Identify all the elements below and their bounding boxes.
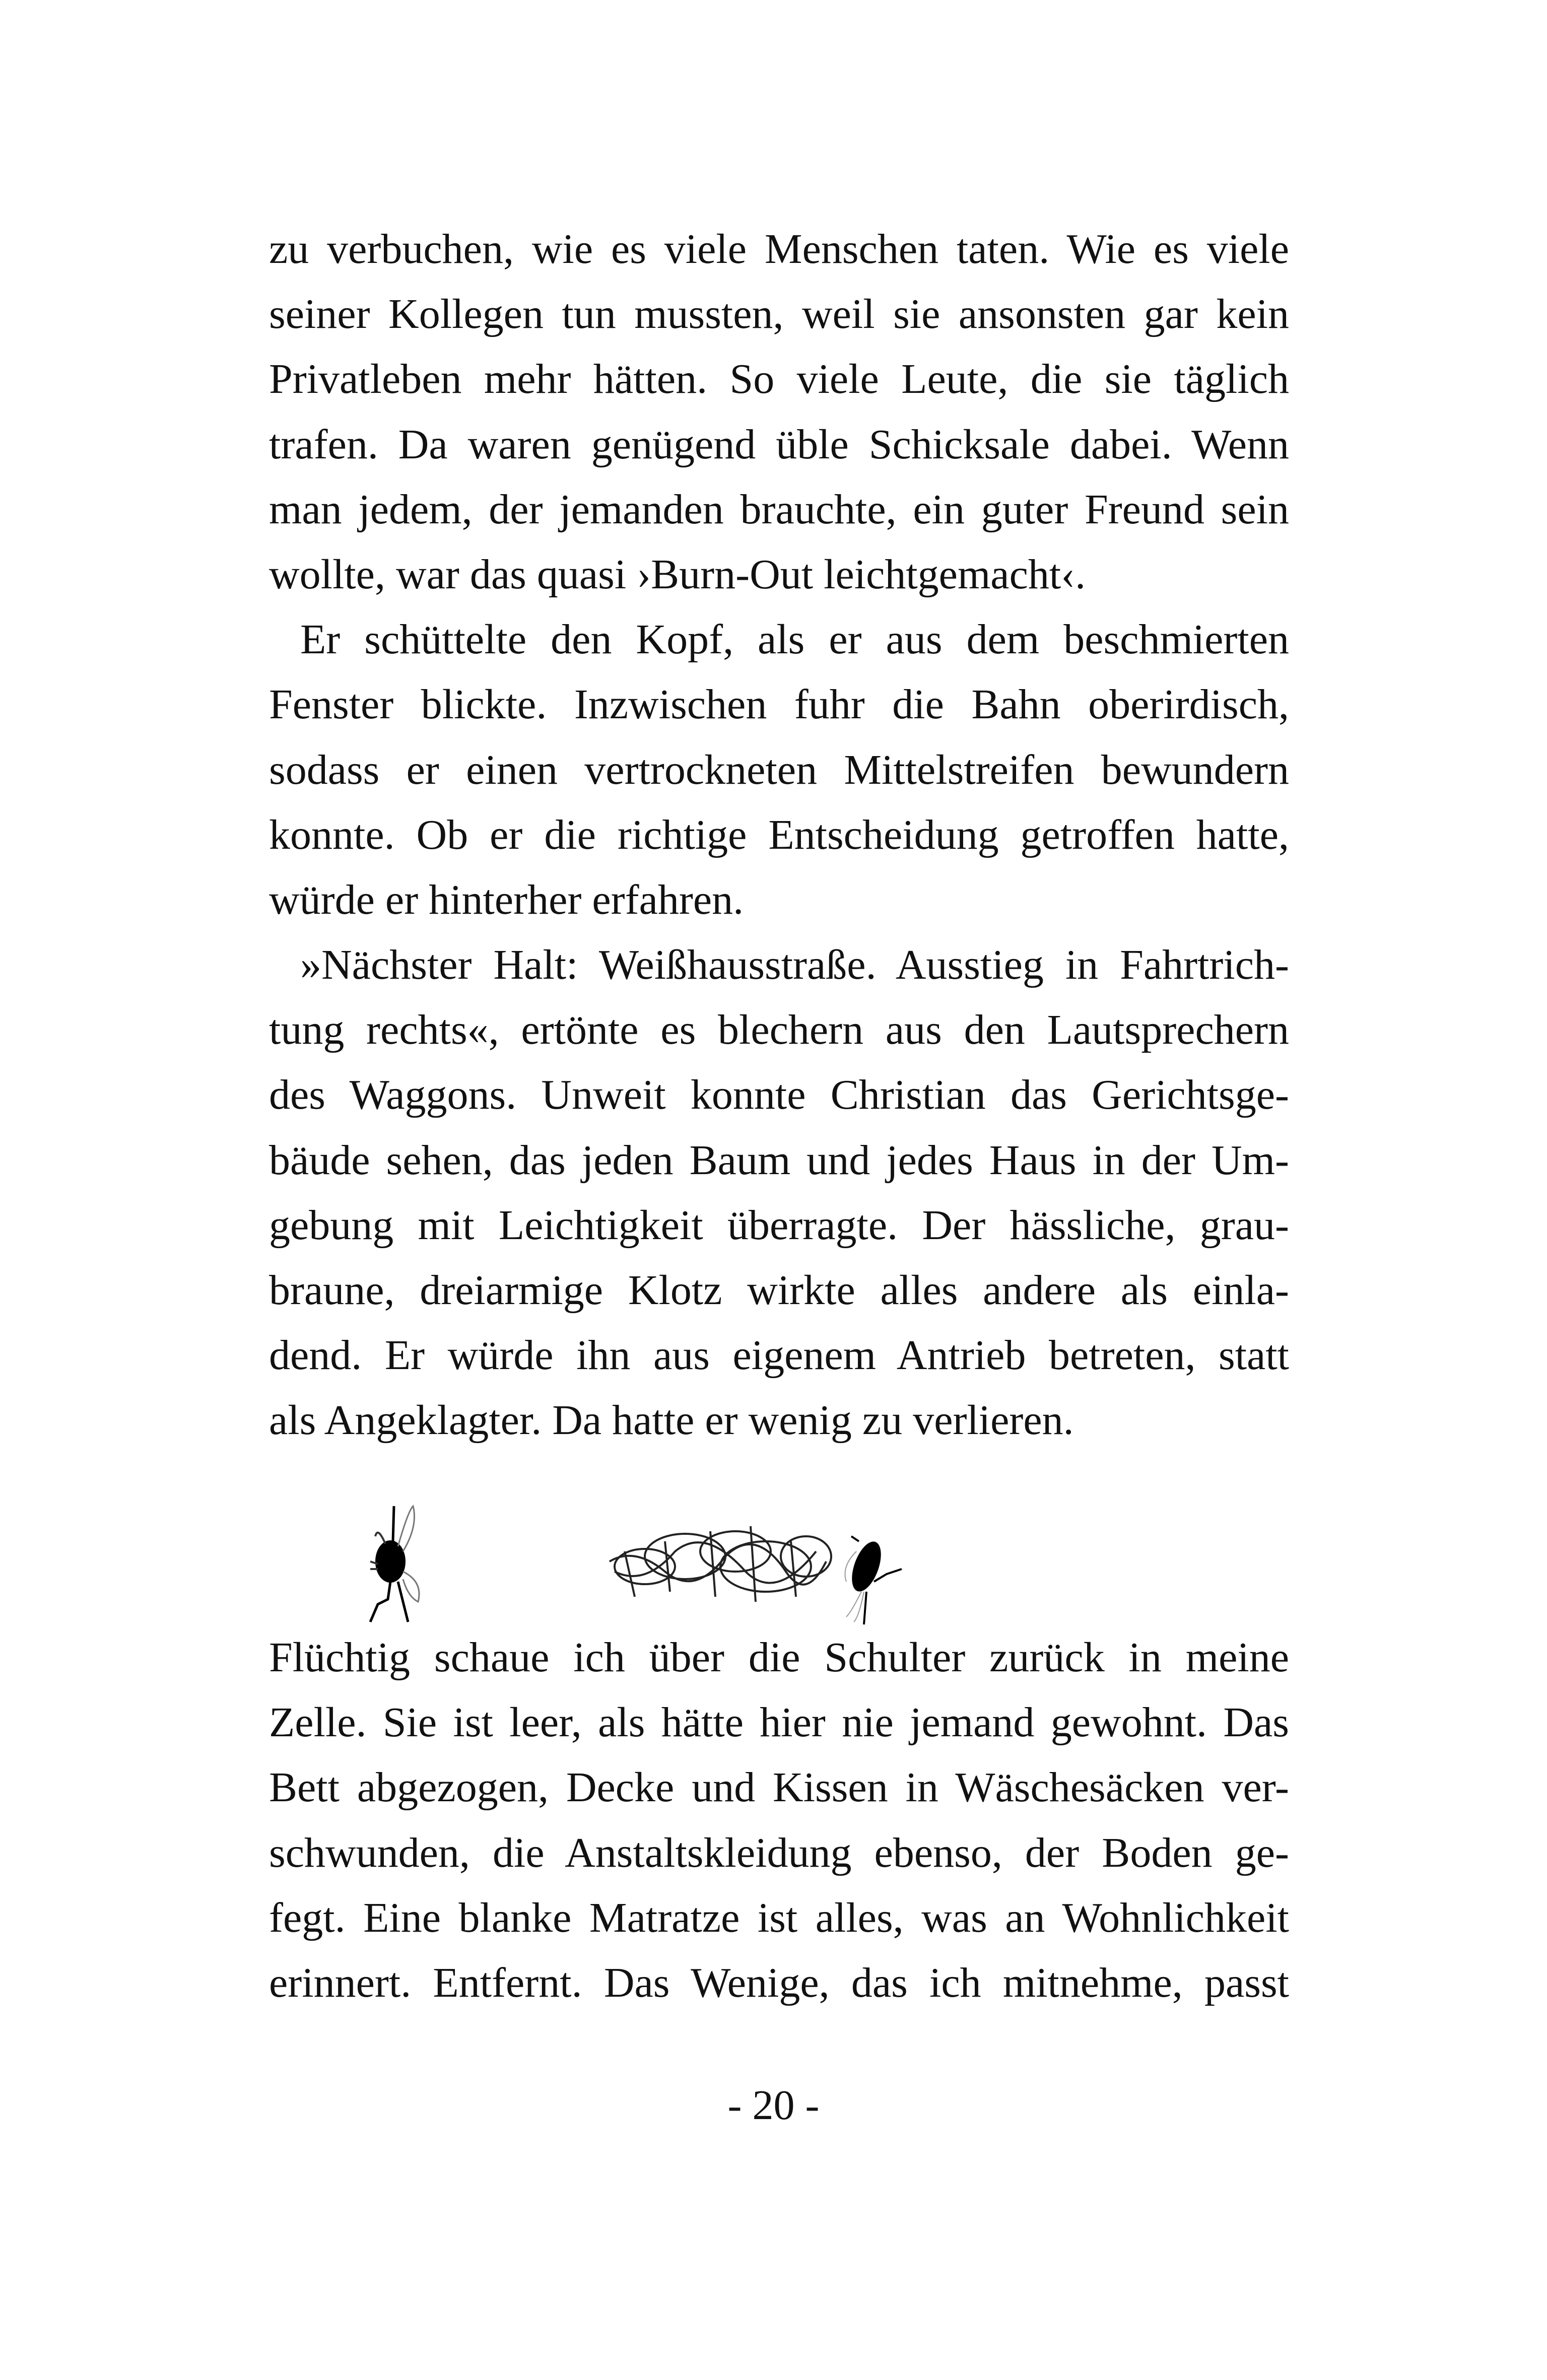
text-line: Zelle. Sie ist leer, als hätte hier nie jemand gewohnt. Das <box>269 1699 1289 1746</box>
text-line: schwunden, die Anstaltskleidung ebenso, der Boden ge- <box>269 1829 1289 1876</box>
ornamental-scroll-icon <box>610 1526 831 1602</box>
text-line: wollte, war das quasi ›Burn-Out leichtgemacht‹. <box>269 551 1086 598</box>
text-line: Flüchtig schaue ich über die Schulter zurück in meine <box>269 1634 1289 1681</box>
fly-ornament-divider <box>363 1496 1209 1627</box>
text-line: als Angeklagter. Da hatte er wenig zu verlieren. <box>269 1397 1074 1444</box>
page-number: - 20 - <box>727 2082 820 2129</box>
text-line: erinnert. Entfernt. Das Wenige, das ich mitnehme, passt <box>269 1959 1289 2006</box>
text-line: braune, dreiarmige Klotz wirkte alles andere als einla- <box>269 1267 1289 1314</box>
text-line: Fenster blickte. Inzwischen fuhr die Bahn oberirdisch, <box>269 681 1289 728</box>
paragraph-1 <box>269 217 1289 607</box>
text-line: gebung mit Leichtigkeit überragte. Der hässliche, grau- <box>269 1201 1289 1249</box>
text-line: konnte. Ob er die richtige Entscheidung getroffen hatte, <box>269 811 1289 858</box>
text-line: seiner Kollegen tun mussten, weil sie ansonsten gar kein <box>269 291 1289 338</box>
text-line: tung rechts«, ertönte es blechern aus den Lautsprechern <box>269 1006 1289 1054</box>
text-line: sodass er einen vertrockneten Mittelstreifen bewundern <box>269 746 1289 793</box>
text-line: Er schüttelte den Kopf, als er aus dem beschmierten <box>300 616 1289 663</box>
text-line: zu verbuchen, wie es viele Menschen taten. Wie es viele <box>269 226 1289 273</box>
text-line: trafen. Da waren genügend üble Schicksale dabei. Wenn <box>269 421 1289 468</box>
fly-left-icon <box>370 1506 419 1622</box>
text-line: »Nächster Halt: Weißhausstraße. Ausstieg in Fahrtrich- <box>300 941 1289 989</box>
paragraph-3 <box>269 932 1289 1453</box>
text-line: Privatleben mehr hätten. So viele Leute, die sie täglich <box>269 356 1289 403</box>
fly-right-icon <box>845 1536 902 1624</box>
text-after-ornament <box>269 1625 1289 2015</box>
paragraph-4 <box>269 1625 1289 2015</box>
paragraph-2 <box>269 607 1289 932</box>
text-line: des Waggons. Unweit konnte Christian das Gerichtsge- <box>269 1071 1289 1119</box>
text-line: würde er hinterher erfahren. <box>269 876 744 923</box>
text-line: Bett abgezogen, Decke und Kissen in Wäschesäcken ver- <box>269 1764 1289 1811</box>
text-line: fegt. Eine blanke Matratze ist alles, was an Wohnlichkeit <box>269 1894 1289 1941</box>
text-before-ornament <box>269 217 1289 1453</box>
text-line: dend. Er würde ihn aus eigenem Antrieb betreten, statt <box>269 1332 1289 1379</box>
text-line: man jedem, der jemanden brauchte, ein guter Freund sein <box>269 486 1289 533</box>
text-line: bäude sehen, das jeden Baum und jedes Haus in der Um- <box>269 1136 1289 1184</box>
